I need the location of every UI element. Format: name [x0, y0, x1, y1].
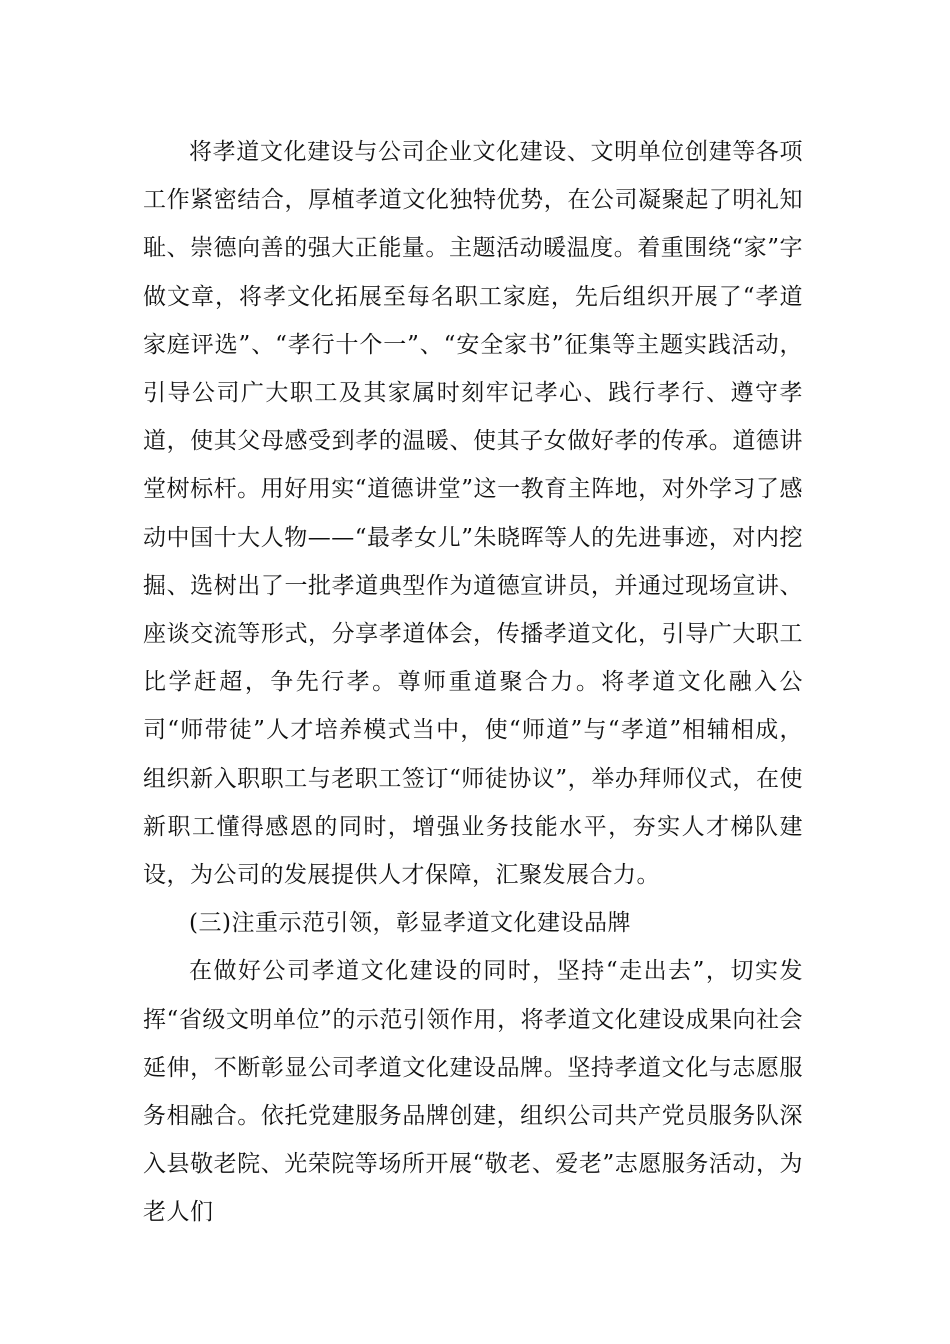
body-paragraph: 在做好公司孝道文化建设的同时，坚持“走出去”，切实发挥“省级文明单位”的示范引领作用，将孝道文化建设成果向社会延伸，不断彰显公司孝道文化建设品牌。坚持孝道文化与志愿服务相融合。依托党建服务品牌创建，组织公司共产党员服务队深入县敬老院、光荣院等场所开展“敬老、爱老”志愿服务活动，为老人们 — [143, 958, 803, 1226]
body-paragraph: 将孝道文化建设与公司企业文化建设、文明单位创建等各项工作紧密结合，厚植孝道文化独特优势，在公司凝聚起了明礼知耻、崇德向善的强大正能量。主题活动暖温度。着重围绕“家”字做文章，将孝文化拓展至每名职工家庭，先后组织开展了“孝道家庭评选”、“孝行十个一”、“安全家书”征集等主题实践活动，引导公司广大职工及其家属时刻牢记孝心、践行孝行、遵守孝道，使其父母感受到孝的温暖、使其子女做好孝的传承。道德讲堂树标杆。用好用实“道德讲堂”这一教育主阵地，对外学习了感动中国十大人物——“最孝女儿”朱晓晖等人的先进事迹，对内挖掘、选树出了一批孝道典型作为道德宣讲员，并通过现场宣讲、座谈交流等形式，分享孝道体会，传播孝道文化，引导广大职工比学赶超，争先行孝。尊师重道聚合力。将孝道文化融入公司“师带徒”人才培养模式当中，使“师道”与“孝道”相辅相成，组织新入职职工与老职工签订“师徒协议”，举办拜师仪式，在使新职工懂得感恩的同时，增强业务技能水平，夯实人才梯队建设，为公司的发展提供人才保障，汇聚发展合力。 — [143, 139, 803, 889]
document-body — [143, 128, 803, 1237]
section-heading: (三)注重示范引领，彰显孝道文化建设品牌 — [189, 910, 631, 937]
